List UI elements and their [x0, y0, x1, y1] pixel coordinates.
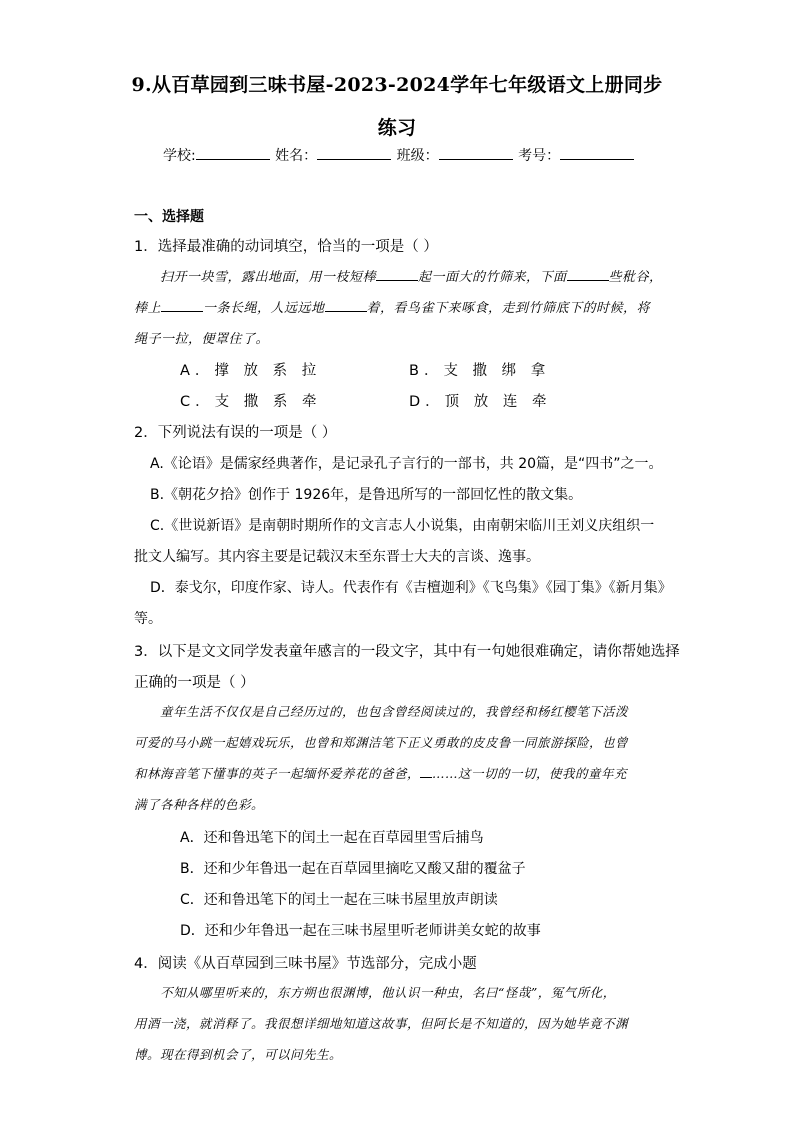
- class-label: 班级：: [396, 148, 439, 164]
- name-label: 姓名：: [275, 148, 318, 164]
- q3-p3a: 和林海音笔下懂事的英子一起缅怀爱养花的爸爸，: [134, 766, 421, 781]
- name-blank[interactable]: [317, 147, 391, 160]
- q1-stem: 1．选择最准确的动词填空，恰当的一项是（ ）: [134, 239, 438, 255]
- q1-p2a: 棒上: [134, 301, 162, 316]
- q3-option-c[interactable]: C．还和鲁迅笔下的闰土一起在三味书屋里放声朗读: [180, 892, 498, 908]
- q1-passage-line1: [160, 266, 663, 285]
- q1-option-d[interactable]: D．顶 放 连 牵: [409, 394, 552, 410]
- q1-passage-line3: 绳子一拉，便罩住了。: [134, 332, 270, 347]
- q3-blank[interactable]: [420, 766, 432, 778]
- class-blank[interactable]: [439, 147, 513, 160]
- q4-passage-line1: 不知从哪里听来的，东方朔也很渊博，他认识一种虫，名曰“怪哉”，冤气所化，: [160, 985, 616, 1000]
- school-blank[interactable]: [196, 147, 270, 160]
- q3-option-a[interactable]: A．还和鲁迅笔下的闰土一起在百草园里雪后捕鸟: [180, 830, 484, 846]
- q1-option-a[interactable]: A．撑 放 系 拉: [180, 363, 322, 379]
- q1-blank-3[interactable]: [161, 300, 203, 312]
- q2-option-a[interactable]: A.《论语》是儒家经典著作，是记录孔子言行的一部书，共 20篇，是“四书”之一。: [150, 456, 663, 472]
- student-info-line: [163, 145, 635, 165]
- q4-passage-line2: 用酒一浇，就消释了。我很想详细地知道这故事，但阿长是不知道的，因为她毕竟不渊: [134, 1016, 629, 1031]
- page-title-line2: 练习: [377, 117, 417, 139]
- q1-option-b[interactable]: B．支 撒 绑 拿: [409, 363, 551, 379]
- q3-option-b[interactable]: B．还和少年鲁迅一起在百草园里摘吃又酸又甜的覆盆子: [180, 861, 526, 877]
- q1-blank-2[interactable]: [567, 269, 609, 281]
- school-label: 学校:: [163, 148, 196, 164]
- q2-option-c-line2: 批文人编写。其内容主要是记载汉末至东晋士大夫的言谈、逸事。: [134, 549, 540, 565]
- q3-stem-line1: 3．以下是文文同学发表童年感言的一段文字，其中有一句她很难确定，请你帮她选择: [134, 644, 680, 660]
- q3-passage-line1: 童年生活不仅仅是自己经历过的，也包含曾经阅读过的，我曾经和杨红樱笔下活泼: [160, 704, 629, 719]
- q2-option-b[interactable]: B.《朝花夕拾》创作于 1926年，是鲁迅所写的一部回忆性的散文集。: [150, 487, 583, 503]
- q2-option-d-line1[interactable]: D．泰戈尔，印度作家、诗人。代表作有《吉檀迦利》《飞鸟集》《园丁集》《新月集》: [150, 580, 672, 596]
- q1-p1a: 扫开一块雪，露出地面，用一枝短棒: [160, 270, 377, 285]
- q3-passage-line2: 可爱的马小跳一起嬉戏玩乐，也曾和郑渊洁笔下正义勇敢的皮皮鲁一同旅游探险，也曾: [134, 735, 629, 750]
- q2-option-c-line1[interactable]: C.《世说新语》是南朝时期所作的文言志人小说集，由南朝宋临川王刘义庆组织一: [150, 518, 655, 534]
- q4-passage-line3: 博。现在得到机会了，可以问先生。: [134, 1047, 343, 1062]
- q1-blank-1[interactable]: [376, 269, 418, 281]
- q1-blank-4[interactable]: [325, 300, 367, 312]
- page-title-line1: 9.从百草园到三味书屋-2023-2024学年七年级语文上册同步: [131, 74, 663, 96]
- number-label: 考号：: [518, 148, 561, 164]
- q3-option-d[interactable]: D．还和少年鲁迅一起在三味书屋里听老师讲美女蛇的故事: [180, 923, 541, 939]
- q4-stem: 4．阅读《从百草园到三味书屋》节选部分，完成小题: [134, 956, 477, 972]
- q3-passage-line4: 满了各种各样的色彩。: [134, 797, 265, 812]
- q1-p1b: 起一面大的竹筛来，下面: [418, 270, 567, 285]
- section-heading: 一、选择题: [134, 209, 204, 225]
- number-blank[interactable]: [560, 147, 634, 160]
- q3-p3b: ……这一切的一切，使我的童年充: [432, 766, 628, 781]
- q1-p1c: 些秕谷，: [608, 270, 663, 285]
- q1-p2c: 着，看鸟雀下来啄食，走到竹筛底下的时候，将: [366, 301, 651, 316]
- q1-passage-line2: [134, 297, 650, 316]
- q3-passage-line3: [134, 764, 627, 782]
- q1-p2b: 一条长绳，人远远地: [203, 301, 325, 316]
- q2-option-d-line2: 等。: [134, 611, 162, 627]
- q3-stem-line2: 正确的一项是（ ）: [134, 675, 255, 691]
- q1-option-c[interactable]: C．支 撒 系 牵: [180, 394, 322, 410]
- q2-stem: 2．下列说法有误的一项是（ ）: [134, 425, 337, 441]
